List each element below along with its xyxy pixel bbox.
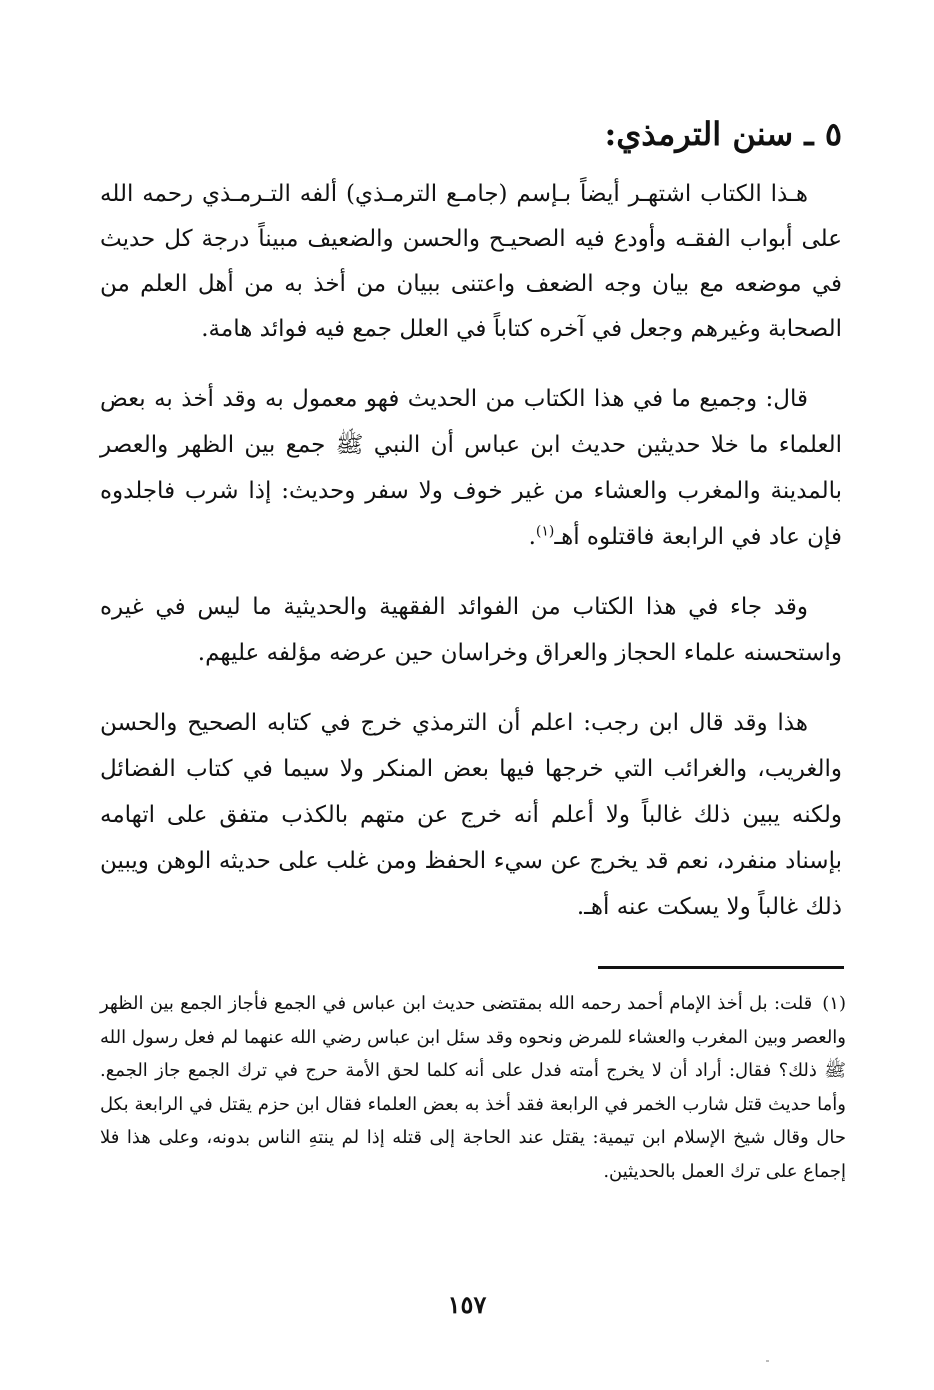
paragraph-2-text: قال: وجميع ما في هذا الكتاب من الحديث فهو معمول به وقد أخذ به بعض العلماء ما خلا حديثين حديث ابن عباس أن النبي ﷺ جمع بين الظهر والعصر بالمدينة والمغرب والعشاء من غير خوف ولا سفر وحديث: إذا شرب فاجلدوه فإن عاد في الرابعة فاقتلوه أهـ (100, 386, 842, 550)
paragraph-1: هـذا الكتاب اشتهـر أيضاً بـإسم (جامـع الترمـذي) ألفه التـرمـذي رحمه الله على أبواب الفقـه وأودع فيه الصحيـح والحسن والضعيف مبيناً درجة كل حديث في موضعه مع بيان وجه الضعف واعتنى ببيان من أخذ به من أهل العلم من الصحابة وغيرهم وجعل في آخره كتاباً في العلل جمع فيه فوائد هامة. (100, 181, 842, 342)
main-text (100, 172, 842, 954)
paragraph-4: هذا وقد قال ابن رجب: اعلم أن الترمذي خرج في كتابه الصحيح والحسن والغريب، والغرائب التي خرجها فيها بعض المنكر ولا سيما في كتاب الفضائل ولكنه يبين ذلك غالباً ولا أعلم أنه خرج عن متهم بالكذب متفق على اتهامه بإسناد منفرد، نعم قد يخرج عن سيء الحفظ ومن غلب على حديثه الوهن ويبين ذلك غالباً ولا يسكت عنه أهـ. (100, 710, 842, 920)
paragraph-3: وقد جاء في هذا الكتاب من الفوائد الفقهية والحديثية ما ليس في غيره واستحسنه علماء الحجاز والعراق وخراسان حين عرضه مؤلفه عليهم. (100, 594, 842, 666)
footnote (100, 987, 846, 1188)
footnote-marker: (١) (822, 993, 846, 1014)
paragraph-2 (100, 376, 842, 560)
scan-speck (766, 1360, 769, 1362)
footnote-reference: (١) (535, 523, 555, 540)
page-number: ١٥٧ (447, 1290, 487, 1319)
section-heading: ٥ ـ سنن الترمذي: (604, 115, 842, 153)
paragraph-2-end: . (528, 524, 536, 550)
footnote-text: قلت: بل أخذ الإمام أحمد رحمه الله بمقتضى حديث ابن عباس في الجمع فأجاز الجمع بين الظهر والعصر وبين المغرب والعشاء للمرض ونحوه وقد سئل ابن عباس رضي الله عنهما لم فعل رسول الله ﷺ ذلك؟ فقال: أراد أن لا يخرج أمته فدل على أنه كلما لحق الأمة حرج في ترك الجمع جاز الجمع. وأما حديث قتل شارب الخمر في الرابعة فقد أخذ به بعض العلماء فقال ابن حزم يقتل في الرابعة بكل حال وقال شيخ الإسلام ابن تيمية: يقتل عند الحاجة إلى قتله إذا لم ينتهِ الناس بدونه، وعلى هذا فلا إجماع على ترك العمل بالحديثين. (100, 993, 846, 1182)
footnote-separator (598, 966, 844, 969)
